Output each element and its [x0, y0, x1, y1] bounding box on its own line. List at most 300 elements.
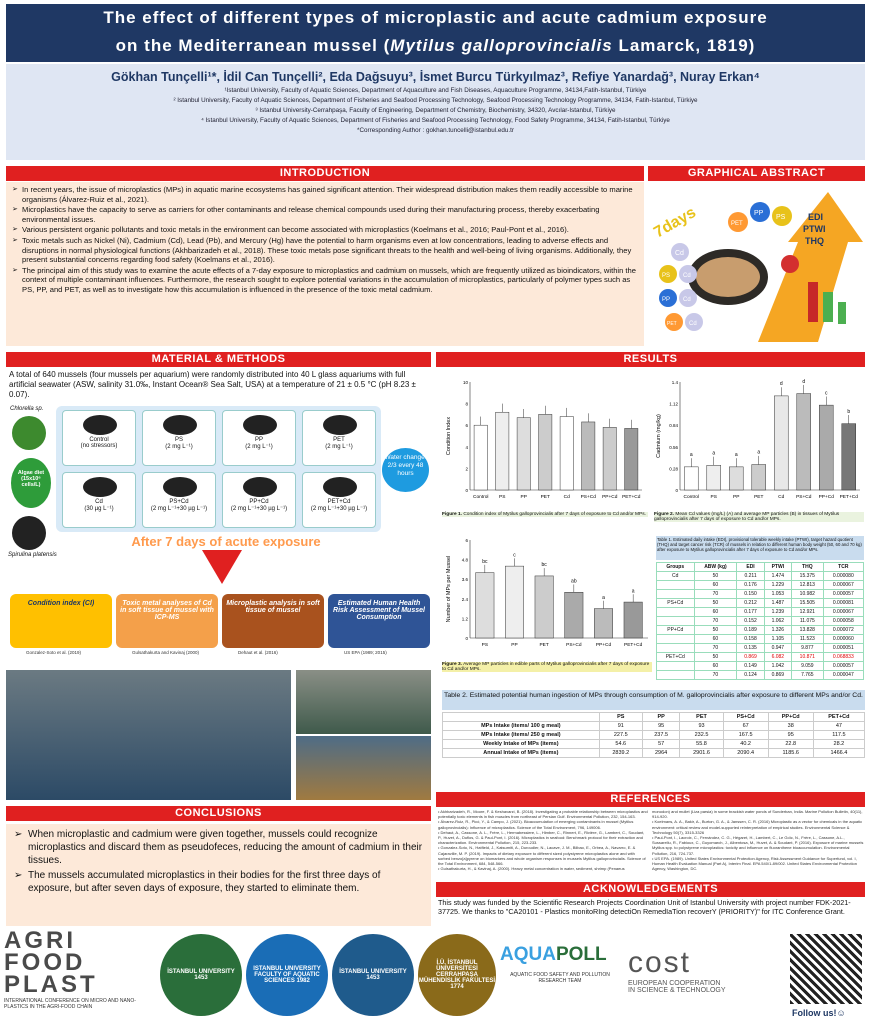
bar [819, 405, 833, 490]
intro-bullet: ➢ The principal aim of this study was to examine the acute effects of a 7-day exposure to microplastics and cadmium on mussels, which are frequently utilized as bioindicators, within the context of multiple contaminant influences. Furthermore, the research sought to explore potential variations in the accumulation of microplastics, particularly of polymer types such as PS, PP, and PET, as well as to investigate how this accumulation is influenced in the presence of the toxic metal cadmium. [12, 266, 638, 295]
bar [684, 467, 698, 490]
methods-pane [6, 368, 431, 666]
x-tick-label: PS [481, 643, 489, 648]
aquarium-group [222, 472, 296, 528]
table-row [443, 749, 865, 758]
conclusions-pane [6, 824, 431, 926]
table-cell: 117.5 [813, 731, 864, 740]
table-cell: MPs Intake (items/ 250 g meal) [443, 731, 600, 740]
chlorella-image [12, 416, 46, 450]
group-dose: (2 mg L⁻¹) [245, 444, 273, 450]
mussels-photo [296, 736, 431, 800]
conclusions-header: CONCLUSIONS [6, 806, 431, 821]
methods-text: A total of 640 mussels (four mussels per aquarium) were randomly distributed into 40 L glass aquariums with full artificial seawater (ASW, salinity 31.0‰, Instant Ocean® Sea Salt, USA) at a temperature of 21 ± 0.5 °C (pH 8.23 ± 0.07). [9, 370, 416, 399]
significance-letter: a [757, 449, 761, 456]
y-tick-label: 0 [465, 636, 468, 641]
significance-letter: bc [541, 562, 547, 569]
analysis-title: Toxic metal analyses of Cd in soft tissue of mussel with ICP-MS [120, 600, 214, 621]
table-row [657, 590, 864, 599]
aquarium-group [302, 472, 376, 528]
x-tick-label: Cd [563, 495, 570, 500]
table-cell [657, 671, 695, 680]
table-cell: 67 [723, 722, 768, 731]
bar [729, 467, 743, 490]
y-tick-label: 3.6 [461, 577, 468, 583]
bar [603, 427, 616, 490]
table-row [443, 722, 865, 731]
author-block [6, 64, 865, 160]
table-header: EDI [737, 563, 764, 572]
table-row [657, 599, 864, 608]
x-tick-label: Control [683, 495, 699, 500]
bar [797, 394, 811, 490]
table-header: PS+Cd [723, 713, 768, 722]
table-cell: 6.082 [764, 653, 791, 662]
significance-letter: c [513, 552, 516, 559]
y-axis-label: Condition Index [446, 416, 452, 456]
authors: Gökhan Tunçelli¹*, İdil Can Tunçelli², Eda Dağsuyu³, İsmet Burcu Türkyılmaz³, Refiye Yanardağ³, Nuray Erkan⁴ [111, 70, 760, 84]
x-tick-label: PS [710, 495, 717, 500]
table-cell: 1.474 [764, 572, 791, 581]
x-tick-label: PP+Cd [602, 495, 618, 500]
bar [707, 465, 721, 490]
table-cell: 0.000067 [823, 581, 863, 590]
table-cell [657, 590, 695, 599]
svg-text:PS: PS [776, 214, 786, 221]
table-row [657, 617, 864, 626]
table-cell [657, 608, 695, 617]
x-tick-label: Control [473, 495, 489, 500]
aquarium-group [62, 410, 136, 466]
table-cell: 1.487 [764, 599, 791, 608]
table-cell: 1185.6 [768, 749, 813, 758]
table-cell [657, 635, 695, 644]
mussel-icon [323, 477, 357, 497]
table-cell: 0.000060 [823, 635, 863, 644]
spirulina-image [12, 516, 46, 550]
table-cell: 54.6 [599, 740, 642, 749]
references-header: REFERENCES [436, 792, 865, 807]
y-tick-label: 10 [462, 380, 468, 385]
table-cell: 2090.4 [723, 749, 768, 758]
table-cell: 95 [768, 731, 813, 740]
aquarium-photo [296, 670, 431, 734]
svg-text:PS: PS [662, 273, 671, 279]
spirulina-label: Spirulina platensis [8, 552, 57, 558]
x-tick-label: PS [499, 495, 506, 500]
table-cell: Weekly Intake of MPs (items) [443, 740, 600, 749]
table-cell: 70 [694, 644, 737, 653]
x-tick-label: PS+Cd [796, 495, 812, 500]
table-cell: 60 [694, 635, 737, 644]
table-cell: 70 [694, 590, 737, 599]
intro-bullet: ➢ In recent years, the issue of microplastics (MPs) in aquatic marine ecosystems has gained significant attention. Their widespread distribution makes them readily accessible to marine organisms (Álvarez-Ruiz et al., 2021). [12, 185, 638, 204]
table-cell [657, 617, 695, 626]
table-cell: 28.2 [813, 740, 864, 749]
significance-letter: ab [571, 578, 577, 585]
table-cell: 50 [694, 653, 737, 662]
svg-text:PET: PET [731, 221, 743, 227]
table-cell: 60 [694, 581, 737, 590]
table-cell: 227.5 [599, 731, 642, 740]
table-cell: 0.000067 [823, 608, 863, 617]
graphical-abstract-header: GRAPHICAL ABSTRACT [648, 166, 865, 181]
analysis-box [328, 594, 430, 648]
cost-logo: cost EUROPEAN COOPERATION IN SCIENCE & TECHNOLOGY [628, 946, 726, 994]
table-cell: 2901.6 [680, 749, 723, 758]
table-cell: 0.150 [737, 590, 764, 599]
significance-letter: d [779, 381, 783, 388]
corresponding-author: *Corresponding Author : gokhan.tuncelli@istanbul.edu.tr [357, 127, 514, 134]
table-cell: 0.000057 [823, 662, 863, 671]
table-cell: 50 [694, 572, 737, 581]
analysis-ref: Dehaut et al. (2016) [238, 650, 278, 655]
cerrahpasa-logo: İ.Ü. İSTANBUL ÜNİVERSİTESİ CERRAHPAŞA MÜHENDİSLİK FAKÜLTESİ 1774 [418, 934, 496, 1016]
intro-bullet: ➢ Various persistent organic pollutants and toxic metals in the environment can become associated with microplastics (Koelmans et al., 2016; Paul-Pont et al., 2016). [12, 225, 638, 235]
aquarium-group [62, 472, 136, 528]
group-name: PS [174, 437, 183, 443]
bar [476, 573, 494, 638]
table-cell: 60 [694, 662, 737, 671]
table-cell: 1466.4 [813, 749, 864, 758]
table-cell: 40.2 [723, 740, 768, 749]
table-cell: 13.828 [792, 626, 824, 635]
table-cell: 0.000080 [823, 572, 863, 581]
analysis-ref: US EPA (1989; 2015) [344, 650, 387, 655]
table-cell: 0.176 [737, 581, 764, 590]
ack-header: ACKNOWLEDGEMENTS [436, 882, 865, 897]
significance-letter: a [631, 588, 635, 595]
table-2 [442, 712, 865, 758]
bar [624, 602, 642, 638]
table-cell: PET+Cd [657, 653, 695, 662]
y-tick-label: 6 [465, 538, 468, 543]
group-dose: (2 mg L⁻¹) [325, 444, 353, 450]
bar [582, 422, 595, 490]
x-tick-label: PP [511, 643, 518, 648]
group-name: PP [254, 437, 263, 443]
table-cell: 15.375 [792, 572, 824, 581]
table-cell: 1.042 [764, 662, 791, 671]
aquarium-group [142, 472, 216, 528]
conclusion-bullet: ➢ When microplastic and cadmium were given together, mussels could recognize microplastics and discard them as pseudofeces, reducing the amount of cadmium in their tissues. [14, 828, 423, 867]
table-cell: 91 [599, 722, 642, 731]
x-tick-label: PS+Cd [580, 495, 596, 500]
table-cell: 0.869 [764, 671, 791, 680]
bar [517, 418, 530, 490]
table-cell: MPs Intake (items/ 100 g meal) [443, 722, 600, 731]
mussel-icon [83, 477, 117, 497]
table-cell: 0.947 [764, 644, 791, 653]
chart-mps-per-mussel [442, 530, 652, 660]
table-cell: 11.075 [792, 617, 824, 626]
table-header: PP [642, 713, 680, 722]
after-7-days: After 7 days of acute exposure [131, 534, 321, 549]
table-cell: 0.152 [737, 617, 764, 626]
bar [594, 609, 612, 638]
aquarium-group [142, 410, 216, 466]
y-axis-label: Number of MPs per Mussel [446, 555, 452, 623]
group-name: Control [89, 437, 109, 443]
table-cell: 1.326 [764, 626, 791, 635]
significance-letter: a [689, 452, 693, 459]
y-tick-label: 1.12 [669, 401, 678, 407]
table-header: TCR [823, 563, 863, 572]
aquarium-group [302, 410, 376, 466]
table-cell: 57 [642, 740, 680, 749]
aquarium-photo [6, 670, 291, 800]
table-cell: 70 [694, 671, 737, 680]
analysis-title: Microplastic analysis in soft tissue of mussel [226, 600, 320, 614]
table-cell: 47 [813, 722, 864, 731]
qr-code[interactable] [790, 934, 862, 1004]
group-name: Cd [95, 499, 103, 505]
table-cell: 0.149 [737, 662, 764, 671]
svg-text:Cd: Cd [683, 297, 691, 303]
conclusion-bullet: ➢ The mussels accumulated microplastics in their bodies for the first three days of exposure, but after seven days of exposure, they started to eliminate them. [14, 869, 423, 895]
table-cell: 0.158 [737, 635, 764, 644]
table-cell: 70 [694, 617, 737, 626]
table-1-caption: Table 1. Estimated daily intake (EDI), provisional tolerable weekly intake (PTWI), target hazard quotient (THQ) and target cancer risk (TCR) of mussels in relation to different human body weight (50, 60 and 70 kg) after exposure to Mytilus galloprovincialis after 7 days of exposure to Cd and/or MPs. [656, 536, 864, 560]
group-dose: (2 mg L⁻¹+30 µg L⁻¹) [310, 506, 368, 512]
table-header: THQ [792, 563, 824, 572]
y-tick-label: 0 [675, 488, 678, 493]
affiliation: ² Istanbul University, Faculty of Aquatic Sciences, Department of Fisheries and Seafood Processing Technology, Seafood Processing Technology Programme, 34134, Fatih-Istanbul, Türkiye [173, 97, 698, 104]
group-dose: (2 mg L⁻¹+30 µg L⁻¹) [150, 506, 208, 512]
table-cell: 0.000081 [823, 599, 863, 608]
table-cell: 15.505 [792, 599, 824, 608]
x-tick-label: PET [539, 643, 549, 648]
analysis-box [10, 594, 112, 648]
table-cell: Annual Intake of MPs (items) [443, 749, 600, 758]
table-cell: 22.8 [768, 740, 813, 749]
significance-letter: c [825, 390, 828, 397]
y-tick-label: 2 [465, 466, 468, 472]
bar [505, 566, 523, 638]
istanbul-university-logo: İSTANBUL UNIVERSITY 1453 [160, 934, 242, 1016]
table-row [657, 671, 864, 680]
table-cell [657, 662, 695, 671]
mussel-icon [163, 477, 197, 497]
group-name: PP+Cd [249, 499, 269, 505]
y-tick-label: 2.4 [461, 596, 468, 602]
intro-bullet: ➢ Toxic metals such as Nickel (Ni), Cadmium (Cd), Lead (Pb), and Mercury (Hg) have the potential to harm organisms even at low concentrations, leading to adverse effects and disruptions in normal physiological functions (Akhbarizadeh et al., 2018). These toxic metals pose significant threats to the health and well-being of living organisms. Additionally, they present substantial concerns regarding food safety (Koelmans et al., 2016). [12, 236, 638, 265]
table-cell: 0.177 [737, 608, 764, 617]
bar [565, 592, 583, 638]
follow-us[interactable]: Follow us!☺ [792, 1008, 846, 1018]
x-tick-label: PET+Cd [622, 495, 641, 500]
table-cell: 9.059 [792, 662, 824, 671]
bar [560, 417, 573, 490]
y-tick-label: 0.28 [669, 466, 678, 472]
aquatic-sciences-logo: ISTANBUL UNIVERSITY FACULTY OF AQUATIC SCIENCES 1982 [246, 934, 328, 1016]
table-cell: 10.982 [792, 590, 824, 599]
intro-pane [6, 182, 644, 346]
mussel-icon [243, 477, 277, 497]
table-cell: 0.000047 [823, 671, 863, 680]
table-cell: PP+Cd [657, 626, 695, 635]
y-axis-label: Cadmium (mg/kg) [656, 414, 662, 458]
aquarium-group [222, 410, 296, 466]
svg-text:PP: PP [662, 297, 671, 303]
agrifoodplast-logo: AGRI FOOD PLAST INTERNATIONAL CONFERENCE ON MICRO AND NANO-PLASTICS IN THE AGRI-FOOD CHAIN [4, 927, 136, 1010]
table-cell: 9.877 [792, 644, 824, 653]
table-cell: 0.135 [737, 644, 764, 653]
x-tick-label: PET [540, 495, 550, 500]
table-row [657, 653, 864, 662]
aquapoll-logo: AQUAPOLL AQUATIC FOOD SAFETY AND POLLUTION RESEARCH TEAM [500, 944, 610, 984]
table-cell: 12.921 [792, 608, 824, 617]
x-tick-label: Cd [778, 495, 785, 500]
bar [539, 414, 552, 490]
table-cell: 1.053 [764, 590, 791, 599]
mussel-icon [83, 415, 117, 435]
svg-text:Cd: Cd [683, 273, 691, 279]
x-tick-label: PP+Cd [818, 495, 834, 500]
istanbul-university-logo-2: İSTANBUL UNIVERSITY 1453 [332, 934, 414, 1016]
table-cell: 38 [768, 722, 813, 731]
analysis-box [222, 594, 324, 648]
table-cell: 0.000051 [823, 644, 863, 653]
figure-1-caption: Figure 1. Condition index of Mytilus galloprovincialis after 7 days of exposure to Cd and/or MPs. [442, 512, 648, 517]
svg-text:PET: PET [667, 321, 677, 327]
table-cell: 2839.2 [599, 749, 642, 758]
significance-letter: a [734, 452, 738, 459]
table-row [657, 581, 864, 590]
aquarium-groups [56, 406, 381, 532]
table-row [657, 572, 864, 581]
table-cell: 0.869 [737, 653, 764, 662]
table-cell: 0.211 [737, 572, 764, 581]
bar [774, 396, 788, 490]
group-dose: (2 mg L⁻¹+30 µg L⁻¹) [230, 506, 288, 512]
mussel-icon [323, 415, 357, 435]
methods-header: MATERIAL & METHODS [6, 352, 431, 367]
title-banner [6, 4, 865, 62]
bar [535, 576, 553, 638]
table-cell: 232.5 [680, 731, 723, 740]
table-cell: 167.5 [723, 731, 768, 740]
table-header: PET [680, 713, 723, 722]
table-cell: 0.124 [737, 671, 764, 680]
graphical-abstract [648, 182, 865, 346]
table-1 [656, 562, 864, 680]
group-name: PS+Cd [169, 499, 189, 505]
table-cell: 10.871 [792, 653, 824, 662]
table-row [657, 608, 864, 617]
table-cell: 1.239 [764, 608, 791, 617]
figure-3-caption: Figure 3. Average MP particles in edible parts of Mytilus galloprovincialis after 7 days of exposure to Cd and/or MPs. [442, 662, 652, 672]
ack-text: This study was funded by the Scientific Research Projects Coordination Unit of Istanbul University with project number FDK-2021-37725. We thanks to "CA20101 - Plastics monitoRIng detectiOn RemedIaTion recoverY (PRIORITY)" for ITC Conference Grant. [438, 898, 851, 916]
svg-text:Cd: Cd [675, 250, 684, 257]
table-row [657, 635, 864, 644]
group-name: PET [333, 437, 345, 443]
significance-letter: bc [482, 558, 488, 565]
x-tick-label: PP [733, 495, 740, 500]
table-cell: 50 [694, 626, 737, 635]
y-tick-label: 1.2 [461, 616, 468, 622]
table-cell [657, 644, 695, 653]
affiliation: ⁴ Istanbul University, Faculty of Aquatic Sciences, Department of Fisheries and Seafood Processing Technology, Food Safety Programme, 34134, Fatih-Istanbul, Türkiye [201, 117, 670, 124]
table-cell: Cd [657, 572, 695, 581]
mussel-icon [163, 415, 197, 435]
table-header: PS [599, 713, 642, 722]
svg-text:THQ: THQ [805, 236, 824, 246]
title-line-1: The effect of different types of microplastic and acute cadmium exposure [103, 8, 768, 27]
table-cell: 1.105 [764, 635, 791, 644]
x-tick-label: PET+Cd [624, 643, 643, 648]
group-dose: (2 mg L⁻¹) [165, 444, 193, 450]
results-header: RESULTS [436, 352, 865, 367]
bar [625, 428, 638, 490]
table-cell: 0.189 [737, 626, 764, 635]
table-cell: 1.062 [764, 617, 791, 626]
water-change-badge: Water change: 2/3 every 48 hours [382, 448, 429, 492]
table-cell: 0.000058 [823, 617, 863, 626]
table-header: PTWI [764, 563, 791, 572]
y-tick-label: 0 [465, 488, 468, 493]
group-dose: (30 µg L⁻¹) [84, 506, 114, 512]
group-dose: (no stressors) [80, 443, 118, 449]
table-cell: 50 [694, 599, 737, 608]
y-tick-label: 4.8 [461, 557, 468, 563]
bar [496, 412, 509, 490]
table-2-caption: Table 2. Estimated potential human ingestion of MPs through consumption of M. galloprovincialis after exposure to different MPs and/or Cd. [442, 690, 865, 710]
table-cell: 12.813 [792, 581, 824, 590]
table-cell: 0.068833 [823, 653, 863, 662]
table-cell: 11.523 [792, 635, 824, 644]
y-tick-label: 6 [465, 423, 468, 429]
table-header: PET+Cd [813, 713, 864, 722]
table-row [657, 662, 864, 671]
significance-letter: a [712, 450, 716, 457]
bar [752, 465, 766, 490]
table-header: Groups [657, 563, 695, 572]
y-tick-label: 0.56 [669, 444, 678, 450]
table-header [443, 713, 600, 722]
table-cell: 237.5 [642, 731, 680, 740]
references-left: • Akhbarizadeh, R., Moore, F. & Keshavarzi, B. (2018). Investigating a probable relationship between microplastics and potentially toxic elements in fish muscles from northeast of Persian Gulf. Environmental Pollution, 232, 154-163. • Álvarez-Ruiz, R., Picó, Y., & Campo, J. (2021). Bioaccumulation of emerging contaminants in mussel (Mytilus galloprovincialis): Influence of microplastics. Science of the Total Environment, 796, 149006. • Dehaut, A., Cassone, A. L., Frère, L., Hermabessiere, L., Himber, C., Rinnert, E., Rivière, G., Lambert, C., Soudant, P., Huvet, A., Duflos, G. & Paul-Pont, I. (2016). Microplastics in seafood: Benchmark protocol for their extraction and characterization. Environmental Pollution, 215, 223-233. • Gonzalez-Soto, N., Hatfield, J., Katsumiti, A., Duroudier, N., Lacave, J. M., Bilbao, E., Orbea, A., Navarro, E. & Cajaraville, M. P. (2019). Impacts of dietary exposure to different sized polystyrene microplastics alone and with sorbed benzo[a]pyrene on biomarkers and whole organism responses in mussels Mytilus galloprovincialis. Science of the Total Environment, 684, 548-566. • Gulsathakurta, H., & Kavinaj, A. (2000). Heavy metal concentration in water, sediment, shrimp (Penaeus [438, 809, 648, 872]
analysis-title: Condition index (CI) [27, 600, 95, 607]
analysis-ref: Gulsathakurta and Kavinaj (2000) [132, 650, 200, 655]
table-header: PP+Cd [768, 713, 813, 722]
y-tick-label: 8 [465, 401, 468, 407]
bar [474, 425, 487, 490]
table-row [443, 740, 865, 749]
mussel-icon [243, 415, 277, 435]
x-tick-label: PP+Cd [595, 643, 612, 648]
intro-header: INTRODUCTION [6, 166, 644, 181]
table-cell: 55.8 [680, 740, 723, 749]
affiliation: ³ Istanbul University-Cerrahpaşa, Faculty of Engineering, Department of Chemistry, Biochemistry, 34320, Avcılar-Istanbul, Türkiye [255, 107, 616, 114]
analysis-ref: Gonzalez-Soto et al. (2019) [26, 650, 82, 655]
bar [842, 424, 856, 490]
down-arrow-icon [202, 550, 242, 586]
significance-letter: d [802, 378, 806, 385]
table-row [657, 644, 864, 653]
table-cell: 0.000057 [823, 590, 863, 599]
chlorella-label: Chlorella sp. [10, 406, 44, 412]
y-tick-label: 1.4 [671, 380, 678, 385]
x-tick-label: PET+Cd [839, 495, 858, 500]
x-tick-label: PS+Cd [566, 643, 582, 648]
table-cell: 1.229 [764, 581, 791, 590]
references-right: monodon) and mullet (Liza parsia) in some brackish water ponds of Sunderban, India. Marine Pollution Bulletin, 40(11), 914-920. • Koelmans, A. A., Bakir, A., Burton, G. A., & Janssen, C. R. (2016) Microplastic as a vector for chemicals in the aquatic environment: critical review and model-supported reinterpretation of empirical studies. Environmental Science & Technology 50(7), 3315-3326 • Paul-Pont, I., Lacroix, C., Fernández, C. G., Hégaret, H., Lambert, C., Le Goïc, N., Frère, L., Cassone, A.L., Sussarellu, R., Fabioux, C., Guyomarch, J., Albentosa, M., Huvet, A. & Soudant, P. (2016). Exposure of marine mussels Mytilus spp. to polystyrene microplastics: toxicity and influence on fluoranthene bioaccumulation. Environmental Pollution, 216, 724-737. • US EPA. (1989). United States Environmental Protection Agency, Risk Assessment Guidance for Superfund, vol. I, Human Health Evaluation Manual (Part A), Interim Final. EPA 540/1-89/002. United States Environmental Protection Agency, Washington, DC. [652, 809, 864, 872]
table-cell: 0.000072 [823, 626, 863, 635]
table-cell: 60 [694, 608, 737, 617]
intro-bullet: ➢ Microplastics have the capacity to serve as carriers for other contaminants and release chemical compounds used during their manufacturing process, thereby exacerbating environmental issues. [12, 205, 638, 224]
table-header: ABW (kg) [694, 563, 737, 572]
